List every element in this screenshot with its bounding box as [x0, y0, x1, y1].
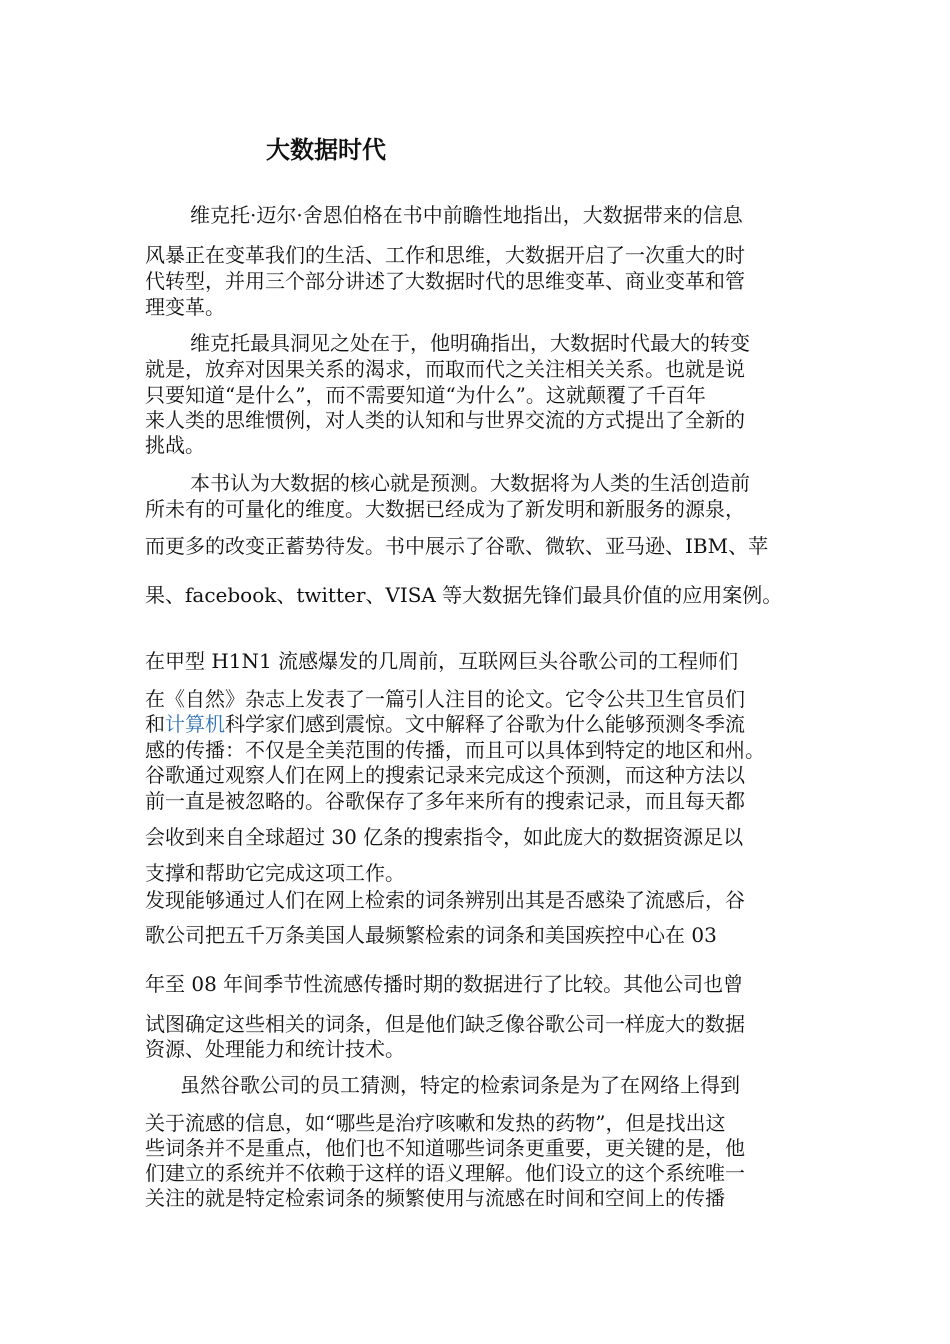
paragraph-line: 关于流感的信息，如“哪些是治疗咳嗽和发热的药物”，但是找出这	[145, 1111, 726, 1135]
paragraph-line: 试图确定这些相关的词条，但是他们缺乏像谷歌公司一样庞大的数据	[145, 1012, 745, 1036]
paragraph-line	[145, 711, 745, 737]
paragraph-line: 前一直是被忽略的。谷歌保存了多年来所有的搜索记录，而且每天都	[145, 789, 745, 813]
paragraph-line: 歌公司把五千万条美国人最频繁检索的词条和美国疾控中心在 03	[145, 923, 717, 947]
paragraph-line: 虽然谷歌公司的员工猜测，特定的检索词条是为了在网络上得到	[180, 1073, 740, 1097]
paragraph-line: 挑战。	[145, 433, 205, 457]
paragraph-line: 来人类的思维惯例，对人类的认知和与世界交流的方式提出了全新的	[145, 408, 745, 432]
paragraph-line: 只要知道“是什么”，而不需要知道“为什么”。这就颠覆了千百年	[145, 383, 706, 407]
paragraph-line: 些词条并不是重点，他们也不知道哪些词条更重要，更关键的是，他	[145, 1136, 745, 1160]
paragraph-line: 会收到来自全球超过 30 亿条的搜索指令，如此庞大的数据资源足以	[145, 825, 744, 849]
paragraph-line: 发现能够通过人们在网上检索的词条辨别出其是否感染了流感后，谷	[145, 888, 745, 912]
paragraph-line: 年至 08 年间季节性流感传播时期的数据进行了比较。其他公司也曾	[145, 972, 744, 996]
paragraph-line: 风暴正在变革我们的生活、工作和思维，大数据开启了一次重大的时	[145, 243, 745, 267]
paragraph-line: 本书认为大数据的核心就是预测。大数据将为人类的生活创造前	[190, 471, 750, 495]
paragraph-line: 关注的就是特定检索词条的频繁使用与流感在时间和空间上的传播	[145, 1186, 725, 1210]
paragraph-line: 支撑和帮助它完成这项工作。	[145, 861, 405, 885]
paragraph-line: 就是，放弃对因果关系的渴求，而取而代之关注相关关系。也就是说	[145, 357, 745, 381]
paragraph-text: 科学家们感到震惊。文中解释了谷歌为什么能够预测冬季流	[225, 712, 745, 736]
paragraph-text: 和	[145, 712, 165, 736]
computer-link[interactable]: 计算机	[165, 712, 225, 736]
paragraph-line: 在《自然》杂志上发表了一篇引人注目的论文。它令公共卫生官员们	[145, 687, 745, 711]
paragraph-line: 而更多的改变正蓄势待发。书中展示了谷歌、微软、亚马逊、IBM、苹	[145, 534, 769, 558]
paragraph-line: 果、facebook、twitter、VISA 等大数据先锋们最具价值的应用案例。	[145, 583, 783, 607]
document-title: 大数据时代	[266, 136, 386, 164]
paragraph-line: 在甲型 H1N1 流感爆发的几周前，互联网巨头谷歌公司的工程师们	[145, 649, 739, 673]
paragraph-line: 代转型，并用三个部分讲述了大数据时代的思维变革、商业变革和管	[145, 269, 745, 293]
paragraph-line: 维克托最具洞见之处在于，他明确指出，大数据时代最大的转变	[190, 331, 750, 355]
paragraph-line: 理变革。	[145, 295, 225, 319]
paragraph-line: 感的传播：不仅是全美范围的传播，而且可以具体到特定的地区和州。	[145, 738, 765, 762]
paragraph-line: 谷歌通过观察人们在网上的搜索记录来完成这个预测，而这种方法以	[145, 763, 745, 787]
paragraph-line: 维克托·迈尔·舍恩伯格在书中前瞻性地指出，大数据带来的信息	[190, 203, 743, 227]
paragraph-line: 所未有的可量化的维度。大数据已经成为了新发明和新服务的源泉，	[145, 497, 745, 521]
paragraph-line: 资源、处理能力和统计技术。	[145, 1037, 405, 1061]
paragraph-line: 们建立的系统并不依赖于这样的语义理解。他们设立的这个系统唯一	[145, 1161, 745, 1185]
